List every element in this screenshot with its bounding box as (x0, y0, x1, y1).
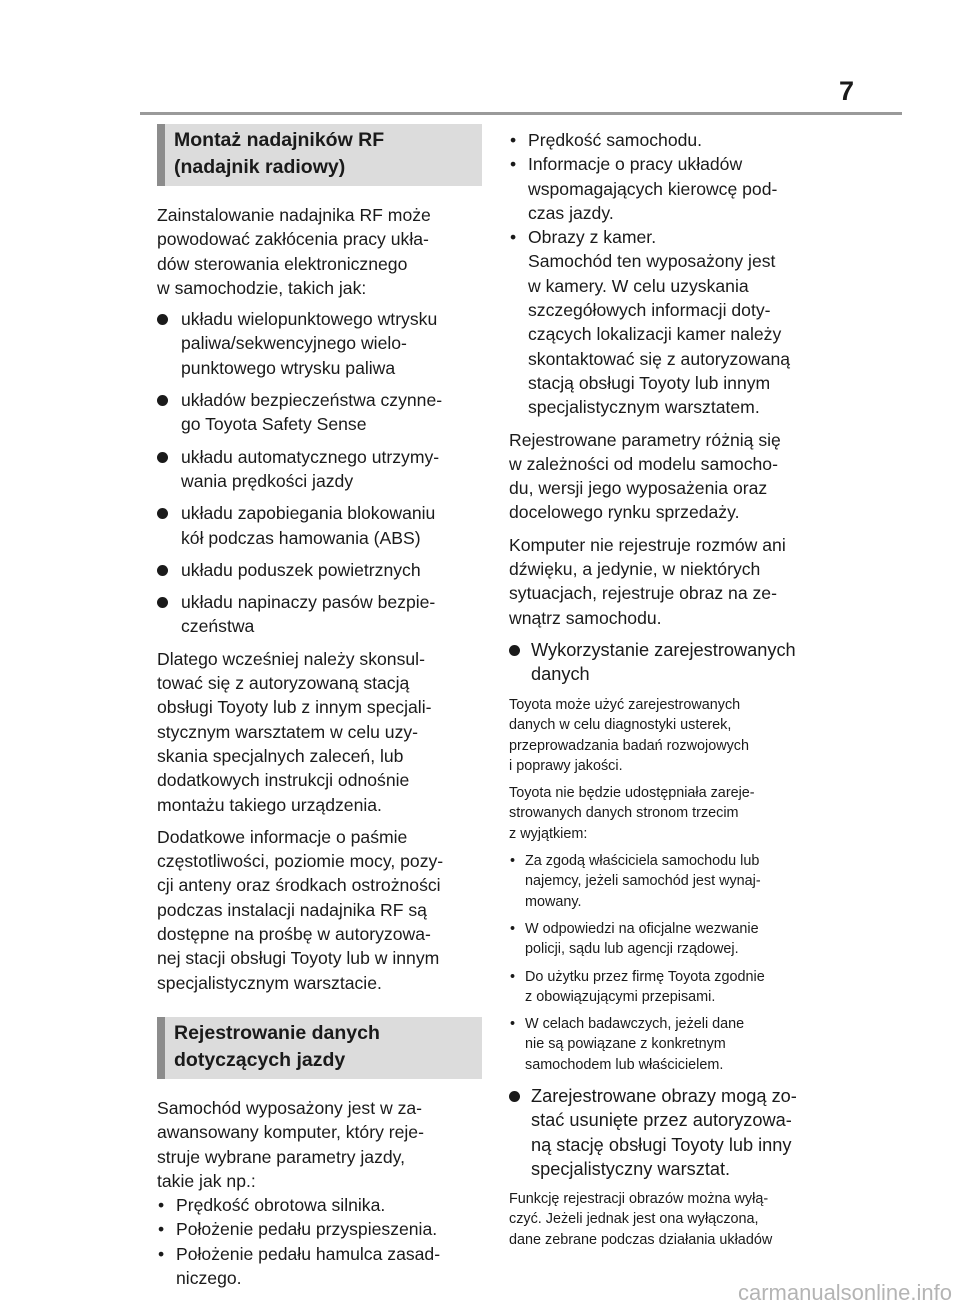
usage-bullet (509, 638, 839, 687)
bullet-dot-icon (157, 395, 168, 406)
list-marker: • (158, 1195, 165, 1216)
list-marker: • (158, 1219, 165, 1240)
usage-paragraph-2: Toyota nie będzie udostępniała zareje- strowanych danych stronom trzecim z wyjątkiem: (509, 785, 755, 842)
usage-item-1 (509, 851, 839, 912)
recording-intro-paragraph: Samochód wyposażony jest w za- awansowany komputer, który reje- struje wybrane parametry jazdy, takie jak np.: (157, 1097, 424, 1191)
rf-bullet-4 (157, 501, 482, 550)
rf-bullet-1 (157, 307, 482, 380)
bullet-dot-icon (157, 452, 168, 463)
recording-item-5 (509, 152, 839, 225)
recording-item-text: Położenie pedału hamulca zasad- niczego. (176, 1243, 441, 1288)
list-marker: • (510, 920, 516, 937)
list-marker: • (510, 853, 516, 870)
recording-item-text: Informacje o pracy układów wspomagających kierowcę pod- czas jazdy. (528, 154, 778, 223)
recording-item-6 (509, 225, 839, 419)
bullet-dot-icon (157, 597, 168, 608)
rf-bullet-text: układu napinaczy pasów bezpie- czeństwa (181, 592, 436, 637)
images-bullet (509, 1084, 839, 1182)
usage-paragraph-1: Toyota może użyć zarejestrowanych danych w celu diagnostyki usterek, przeprowadzania badań rozwojowych i poprawy jakości. (509, 696, 749, 774)
rf-bullet-2 (157, 388, 482, 437)
rf-info-paragraph: Dodatkowe informacje o paśmie częstotliwości, poziomie mocy, pozy- cji anteny oraz środkach ostrożności podczas instalacji nadajnika RF są dostępne na prośbę w autoryzowa- nej stacji obsługi Toyoty lub w innym specjalistycznym warsztacie. (157, 826, 444, 993)
rf-bullet-text: układu zapobiegania blokowaniu kół podczas hamowania (ABS) (181, 503, 436, 548)
rf-intro-paragraph: Zainstalowanie nadajnika RF może powodować zakłócenia pracy ukła- dów sterowania elektronicznego w samochodzie, takich jak: (157, 205, 431, 298)
rf-consult-paragraph: Dlatego wcześniej należy skonsul- tować się z autoryzowaną stacją obsługi Toyoty lub z innym specjali- stycznym warsztatem w celu uzy- skania specjalnych zaleceń, lub dodatkowych instrukcji odnośnie montażu takiego urządzenia. (157, 648, 432, 815)
watermark: carmanualsonline.info (737, 1280, 952, 1305)
usage-item-2 (509, 919, 839, 960)
usage-item-text: Za zgodą właściciela samochodu lub najemcy, jeżeli samochód jest wynaj- mowany. (525, 853, 761, 910)
section-heading-rf (157, 124, 482, 186)
section-heading-recording-text: Rejestrowanie danych dotyczących jazdy (174, 1021, 380, 1071)
bullet-dot-icon (157, 508, 168, 519)
section-heading-recording (157, 1017, 482, 1079)
recording-item-text: Położenie pedału przyspieszenia. (176, 1219, 438, 1240)
right-column (509, 128, 839, 1250)
usage-item-text: Do użytku przez firmę Toyota zgodnie z obowiązującymi przepisami. (525, 968, 765, 1005)
list-marker: • (510, 154, 517, 175)
rf-bullet-5 (157, 558, 482, 582)
list-marker: • (510, 130, 517, 150)
rf-bullet-text: układów bezpieczeństwa czynne- go Toyota Safety Sense (181, 390, 443, 435)
left-column (157, 124, 482, 1290)
usage-item-4 (509, 1014, 839, 1075)
recording-item-3 (157, 1242, 482, 1291)
section-heading-rf-text: Montaż nadajników RF (nadajnik radiowy) (174, 129, 385, 178)
usage-item-text: W odpowiedzi na oficjalne wezwanie policji, sądu lub agencji rządowej. (525, 920, 759, 958)
recording-item-text: Prędkość samochodu. (528, 130, 703, 150)
bullet-dot-icon (509, 645, 520, 656)
images-paragraph: Funkcję rejestracji obrazów można wyłą- czyć. Jeżeli jednak jest ona wyłączona, dane zebrane podczas działania układów (509, 1190, 773, 1248)
usage-bullet-text: Wykorzystanie zarejestrowanych danych (531, 639, 796, 685)
list-marker: • (158, 1243, 165, 1264)
recording-item-text: Prędkość obrotowa silnika. (176, 1195, 386, 1216)
list-marker: • (510, 1016, 516, 1033)
list-marker: • (510, 968, 516, 985)
list-marker: • (510, 227, 517, 248)
rf-bullet-text: układu wielopunktowego wtrysku paliwa/sekwencyjnego wielo- punktowego wtrysku paliwa (181, 309, 438, 378)
usage-item-text: W celach badawczych, jeżeli dane nie są powiązane z konkretnym samochodem lub właścicielem. (525, 1016, 745, 1073)
page-number: 7 (838, 76, 854, 106)
recording-item-1 (157, 1193, 482, 1217)
rf-bullet-text: układu automatycznego utrzymy- wania prędkości jazdy (181, 446, 440, 491)
rf-bullet-text: układu poduszek powietrznych (181, 559, 421, 580)
recorded-parameters-paragraph: Rejestrowane parametry różnią się w zależności od modelu samocho- du, wersji jego wyposażenia oraz docelowego rynku sprzedaży. (509, 429, 781, 523)
rf-bullet-3 (157, 445, 482, 494)
no-audio-paragraph: Komputer nie rejestruje rozmów ani dźwięku, a jedynie, w niektórych sytuacjach, rejestruje obraz na ze- wnątrz samochodu. (509, 534, 786, 628)
header-rule (140, 112, 902, 115)
recording-item-4 (509, 128, 839, 152)
recording-item-text: Obrazy z kamer. Samochód ten wyposażony jest w kamery. W celu uzyskania szczegółowych informacji doty- czących lokalizacji kamer należy skontaktować się z autoryzowaną stacją obsługi Toyoty lub innym specjalistycznym warsztatem. (528, 227, 791, 418)
bullet-dot-icon (509, 1091, 520, 1102)
rf-bullet-6 (157, 590, 482, 639)
images-bullet-text: Zarejestrowane obrazy mogą zo- stać usunięte przez autoryzowa- ną stację obsługi Toyoty lub inny specjalistyczny warsztat. (531, 1085, 797, 1180)
bullet-dot-icon (157, 565, 168, 576)
usage-item-3 (509, 967, 839, 1008)
recording-item-2 (157, 1217, 482, 1241)
bullet-dot-icon (157, 314, 168, 325)
